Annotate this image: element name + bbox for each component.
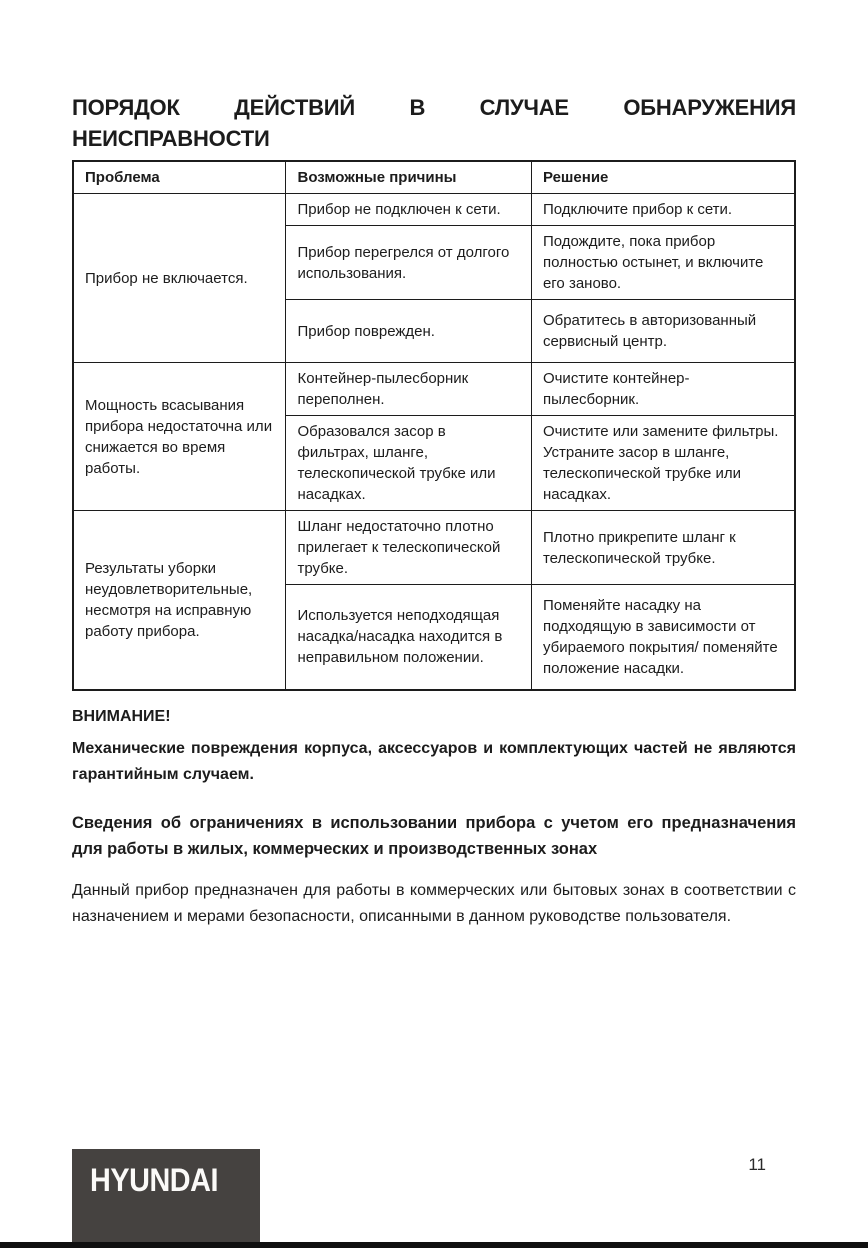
page-title: ПОРЯДОК ДЕЙСТВИЙ В СЛУЧАЕ ОБНАРУЖЕНИЯ НЕИСПРАВНОСТИ — [72, 95, 796, 151]
page-number: 11 — [748, 1155, 766, 1174]
column-header-problem: Проблема — [73, 161, 286, 194]
hyundai-logo: HYUNDAI — [90, 1162, 219, 1198]
cause-cell: Прибор поврежден. — [286, 300, 531, 363]
cause-cell: Прибор не подключен к сети. — [286, 194, 531, 226]
solution-cell: Плотно прикрепите шланг к телескопической трубке. — [531, 511, 795, 585]
table-row — [73, 194, 795, 226]
warning-title: ВНИМАНИЕ! — [72, 707, 171, 725]
cause-cell: Шланг недостаточно плотно прилегает к телескопической трубке. — [286, 511, 531, 585]
brand-logo-box — [72, 1149, 260, 1242]
warning-text: Механические повреждения корпуса, аксессуаров и комплектующих частей не являются гарантийным случаем. — [72, 739, 796, 783]
solution-cell: Очистите контейнер-пылесборник. — [531, 363, 795, 416]
problem-cell: Результаты уборки неудовлетворительные, несмотря на исправную работу прибора. — [73, 511, 286, 690]
cause-cell: Используется неподходящая насадка/насадка находится в неправильном положении. — [286, 585, 531, 690]
table-header-row — [73, 161, 795, 194]
solution-cell: Обратитесь в авторизованный сервисный центр. — [531, 300, 795, 363]
table-row — [73, 511, 795, 585]
solution-cell: Очистите или замените фильтры. Устраните засор в шланге, телескопической трубке или насадках. — [531, 416, 795, 511]
restrictions-heading: Сведения об ограничениях в использовании прибора с учетом его предназначения для работы в жилых, коммерческих и производственных зонах — [72, 813, 796, 858]
problem-cell: Мощность всасывания прибора недостаточна или снижается во время работы. — [73, 363, 286, 511]
solution-cell: Подключите прибор к сети. — [531, 194, 795, 226]
troubleshooting-table — [72, 160, 796, 691]
solution-cell: Подождите, пока прибор полностью остынет, и включите его заново. — [531, 226, 795, 300]
table-row — [73, 363, 795, 416]
solution-cell: Поменяйте насадку на подходящую в зависимости от убираемого покрытия/ поменяйте положение насадки. — [531, 585, 795, 690]
cause-cell: Прибор перегрелся от долгого использования. — [286, 226, 531, 300]
page-content — [72, 92, 796, 930]
cause-cell: Образовался засор в фильтрах, шланге, телескопической трубке или насадках. — [286, 416, 531, 511]
column-header-solution: Решение — [531, 161, 795, 194]
cause-cell: Контейнер-пылесборник переполнен. — [286, 363, 531, 416]
column-header-causes: Возможные причины — [286, 161, 531, 194]
bottom-edge-bar — [0, 1242, 868, 1248]
restrictions-text: Данный прибор предназначен для работы в коммерческих или бытовых зонах в соответствии с назначением и мерами безопасности, описанными в данном руководстве пользователя. — [72, 881, 796, 925]
problem-cell: Прибор не включается. — [73, 194, 286, 363]
